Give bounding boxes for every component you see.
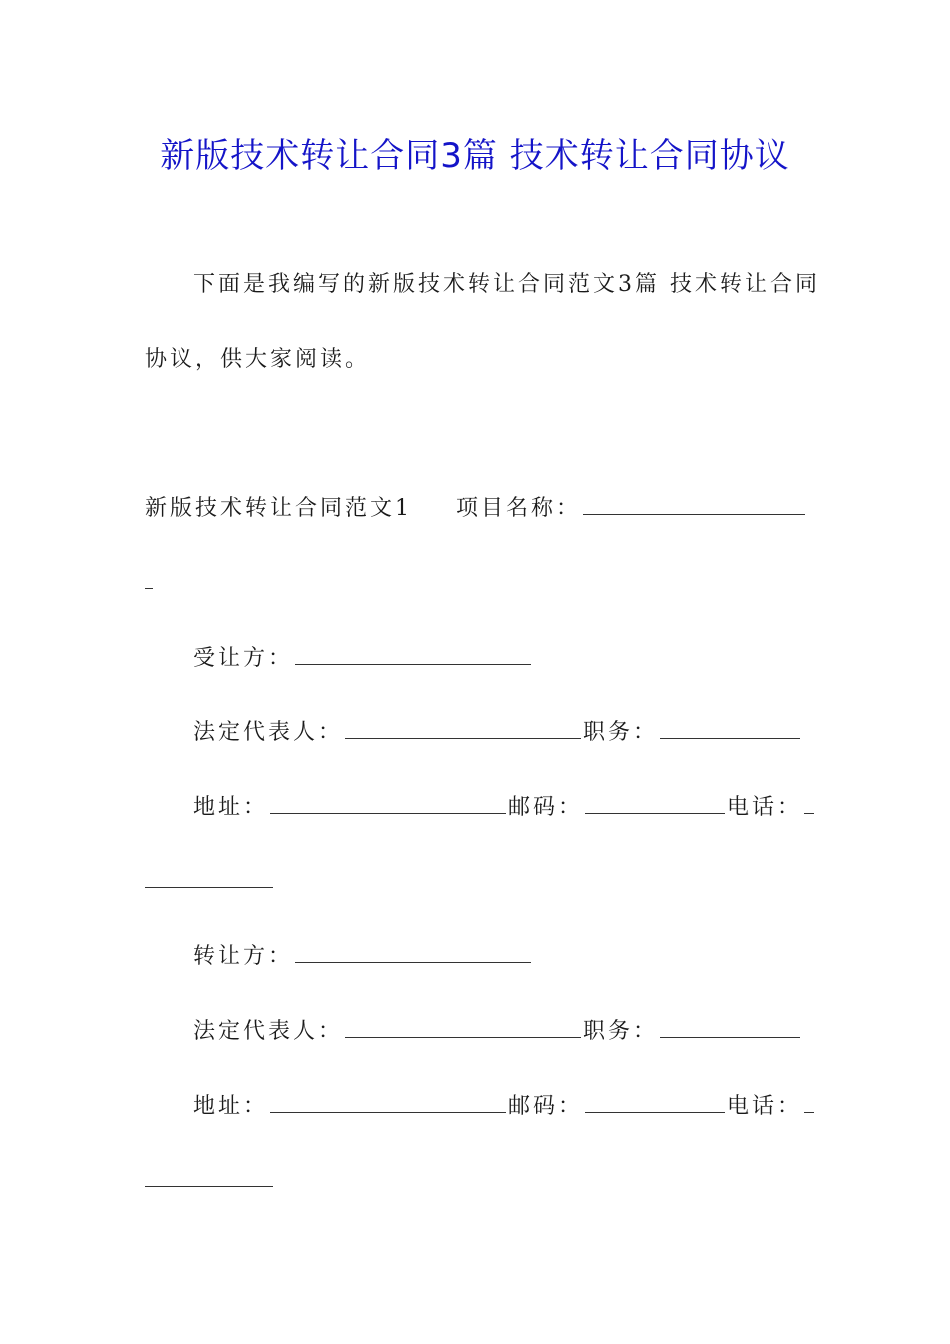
assignee-rep-label: 法定代表人：	[193, 720, 344, 745]
assignor-phone-blank[interactable]	[804, 1092, 814, 1113]
assignor-address-label: 地址：	[193, 1094, 269, 1119]
assignee-postcode-label: 邮码：	[508, 795, 584, 820]
assignee-phone-continued	[145, 867, 273, 897]
assignee-postcode-blank[interactable]	[585, 793, 725, 814]
assignee-phone-label: 电话：	[727, 795, 803, 820]
assignor-label: 转让方：	[193, 944, 294, 969]
document-title: 新版技术转让合同3篇 技术转让合同协议	[160, 136, 790, 176]
assignor-row	[193, 942, 533, 972]
assignee-row	[193, 644, 533, 674]
assignor-postcode-blank[interactable]	[585, 1092, 725, 1113]
assignee-position-blank[interactable]	[660, 718, 800, 739]
assignor-rep-blank[interactable]	[345, 1017, 581, 1038]
assignee-rep-row	[193, 718, 802, 748]
intro-line-2: 协议，供大家阅读。	[145, 347, 371, 372]
assignee-label: 受让方：	[193, 646, 294, 671]
assignor-position-label: 职务：	[583, 1019, 659, 1044]
assignee-blank[interactable]	[295, 644, 531, 665]
assignor-phone-continued	[145, 1166, 273, 1196]
assignor-phone-label: 电话：	[727, 1094, 803, 1119]
assignor-blank[interactable]	[295, 942, 531, 963]
assignor-rep-row	[193, 1017, 802, 1047]
assignor-address-blank[interactable]	[270, 1092, 506, 1113]
project-name-blank-continued	[145, 568, 153, 598]
assignee-rep-blank[interactable]	[345, 718, 581, 739]
assignee-phone-blank-tail[interactable]	[145, 867, 273, 888]
assignor-phone-blank-tail[interactable]	[145, 1166, 273, 1187]
intro-line-1: 下面是我编写的新版技术转让合同范文3篇 技术转让合同	[193, 272, 820, 297]
project-name-blank[interactable]	[583, 494, 805, 515]
assignee-phone-blank[interactable]	[804, 793, 814, 814]
project-name-blank-tail[interactable]	[145, 568, 153, 589]
assignee-address-blank[interactable]	[270, 793, 506, 814]
assignor-address-row	[193, 1092, 816, 1122]
project-name-label: 项目名称：	[456, 496, 582, 521]
assignor-rep-label: 法定代表人：	[193, 1019, 344, 1044]
section-1-heading: 新版技术转让合同范文1	[145, 496, 412, 521]
assignee-position-label: 职务：	[583, 720, 659, 745]
section-1-heading-row	[145, 494, 807, 524]
assignor-position-blank[interactable]	[660, 1017, 800, 1038]
assignee-address-row	[193, 793, 816, 823]
assignee-address-label: 地址：	[193, 795, 269, 820]
assignor-postcode-label: 邮码：	[508, 1094, 584, 1119]
